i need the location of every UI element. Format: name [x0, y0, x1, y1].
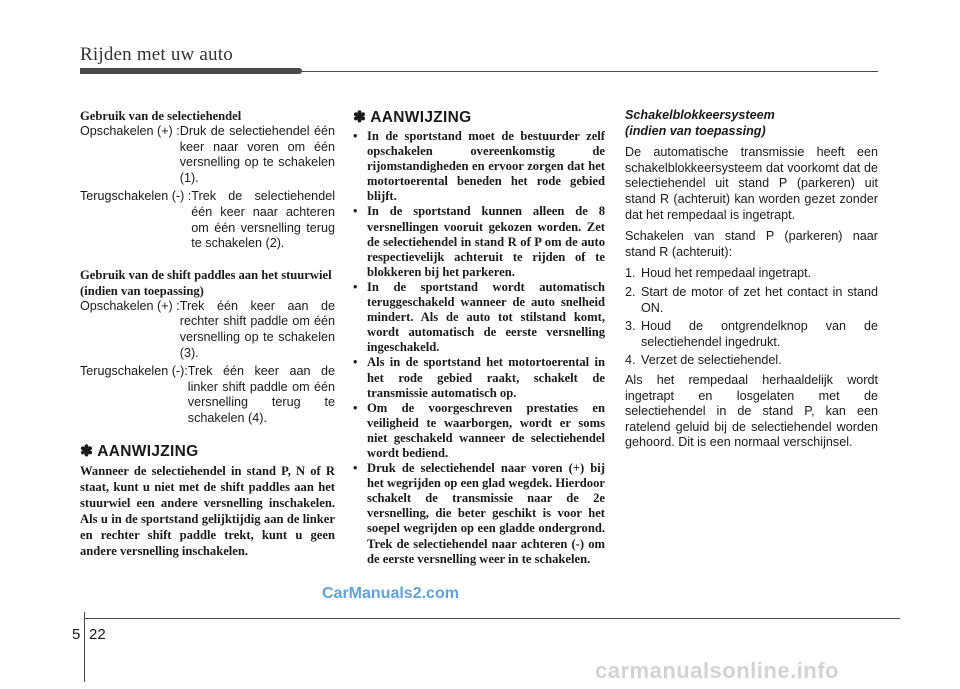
column-left: [80, 108, 335, 559]
note-bullet-list: [353, 129, 605, 567]
note-star-icon: ✽: [80, 442, 94, 460]
column-right: [625, 108, 878, 451]
bullet-icon: •: [353, 279, 358, 294]
note-text: Wanneer de selectiehendel in stand P, N of R staat, kunt u niet met de shift paddles aan het stuurwiel een andere versnelling inschakelen. Als u in de sportstand gelijktijdig aan de linker en rechter shift paddle trekt, kunt u geen andere versnelling inschakelen.: [80, 463, 335, 558]
header-accent-bar: [80, 68, 302, 74]
page-number: 22: [89, 626, 106, 643]
watermark-carmanuals2: CarManuals2.com: [322, 585, 459, 602]
shift-row-up-paddle: [80, 299, 335, 361]
watermark-carmanualsonline: carmanualsonline.info: [595, 658, 839, 683]
bullet-icon: •: [353, 129, 358, 143]
note-heading: [353, 108, 605, 127]
header-rule: [300, 71, 878, 72]
step-list: [625, 266, 878, 369]
section-title-selector-lever: Gebruik van de selectiehendel: [80, 109, 242, 123]
row-label: Opschakelen (+) :: [80, 124, 180, 138]
note-title: AANWIJZING: [370, 109, 472, 126]
paragraph: De automatische transmissie heeft een schakelblokkeersysteem dat voorkomt dat de selectiehendel uit stand P (parkeren) uit stand R (achteruit) kan worden gezet zonder dat het rempedaal is ingetrapt.: [625, 145, 878, 222]
row-value: Trek de selectiehendel één keer naar achteren om één versnelling terug te schakelen (2).: [191, 189, 335, 251]
row-label: Terugschakelen (-) :: [80, 189, 192, 204]
shift-row-down-lever: [80, 189, 335, 251]
list-item: • In de sportstand kunnen alleen de 8 versnellingen vooruit gekozen worden. Zet de selectiehendel in stand R of P om de auto respectievelijk achteruit te rijden of te blokkeren bij het parkeren.: [353, 204, 605, 279]
page-section-number: 5: [72, 626, 81, 643]
note-star-icon: ✽: [353, 109, 367, 126]
shift-row-down-paddle: [80, 364, 335, 426]
section-heading-shift-lock: Schakelblokkeersysteem (indien van toepassing): [625, 108, 775, 138]
bullet-icon: •: [353, 204, 358, 219]
footer-divider: [84, 612, 85, 682]
paragraph: Schakelen van stand P (parkeren) naar stand R (achteruit):: [625, 229, 878, 259]
paragraph: Als het rempedaal herhaaldelijk wordt ingetrapt en losgelaten met de selectiehendel in de stand P, kan een ratelend geluid bij de selectiehendel worden gehoord. Dit is een normaal verschijnsel.: [625, 372, 878, 450]
list-item: 3. Houd de ontgrendelknop van de selectiehendel ingedrukt.: [625, 319, 878, 349]
list-item: • In de sportstand moet de bestuurder zelf opschakelen overeenkomstig de rijomstandigheden en ervoor zorgen dat het motortoerental beneden het rode gebied blijft.: [353, 129, 605, 204]
list-item: 1. Houd het rempedaal ingetrapt.: [625, 266, 812, 281]
row-value: Trek één keer aan de linker shift paddle om één versnelling terug te schakelen (4).: [187, 364, 335, 425]
list-item: • In de sportstand wordt automatisch teruggeschakeld wanneer de auto snelheid mindert. Als de auto tot stilstand komt, wordt automatisch de eerste versnelling ingeschakeld.: [353, 279, 605, 355]
note-title: AANWIJZING: [97, 442, 199, 460]
section-title-paddles: Gebruik van de shift paddles aan het stuurwiel (indien van toepassing): [80, 267, 332, 298]
bullet-icon: •: [353, 400, 358, 415]
footer-rule: [84, 618, 900, 619]
list-item: 4. Verzet de selectiehendel.: [625, 353, 782, 368]
column-middle: [353, 108, 605, 567]
list-item: 2. Start de motor of zet het contact in stand ON.: [625, 284, 878, 315]
list-item: • Om de voorgeschreven prestaties en veiligheid te waarborgen, wordt er soms niet geschakeld wanneer de selectiehendel wordt bediend.: [353, 400, 605, 460]
row-label: Terugschakelen (-):: [80, 364, 188, 379]
row-value: Druk de selectiehendel één keer naar voren om één versnelling op te schakelen (1).: [179, 124, 335, 185]
list-item: • Druk de selectiehendel naar voren (+) bij het wegrijden op een glad wegdek. Hierdoor schakelt de transmissie naar de 2e versnelling, die beter geschikt is voor het soepel wegrijden op een gladde ondergrond. Trek de selectiehendel naar achteren (-) om de eerste versnelling weer in te schakelen.: [353, 461, 605, 566]
row-label: Opschakelen (+) :: [80, 298, 180, 313]
shift-row-up-lever: [80, 124, 335, 186]
page-title: Rijden met uw auto: [80, 44, 233, 65]
row-value: Trek één keer aan de rechter shift paddle om één versnelling op te schakelen (3).: [179, 298, 335, 360]
bullet-icon: •: [353, 461, 358, 476]
note-heading: [80, 442, 335, 461]
bullet-icon: •: [353, 355, 358, 370]
list-item: • Als in de sportstand het motortoerental in het rode gebied raakt, schakelt de transmissie automatisch op.: [353, 355, 605, 400]
